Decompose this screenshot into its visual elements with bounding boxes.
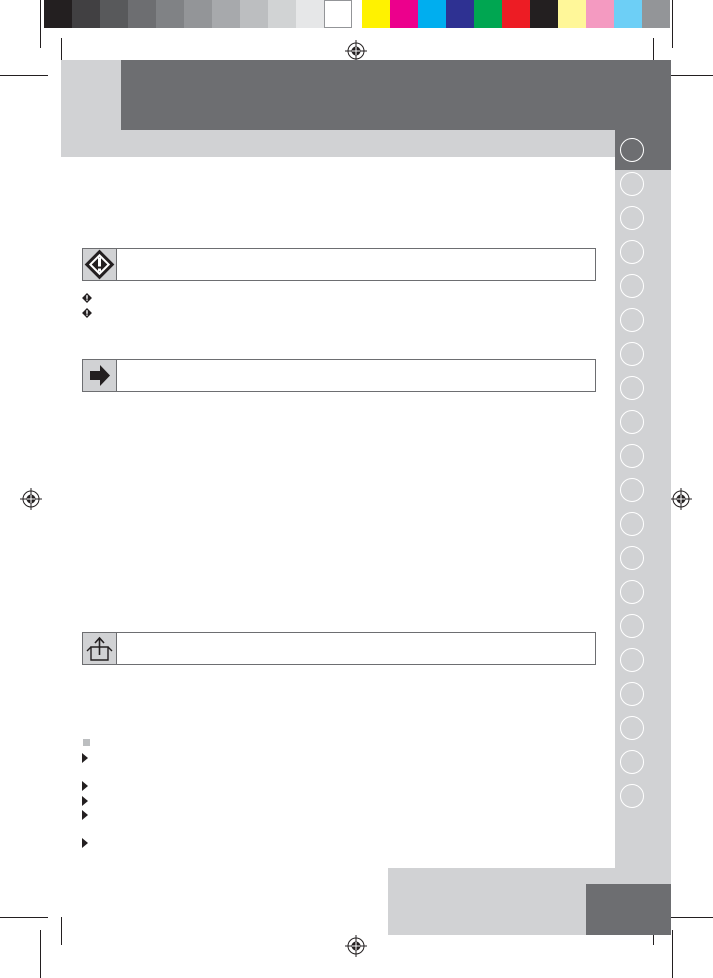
crop-mark [667,917,713,918]
language-tab[interactable] [620,784,644,808]
triangle-bullet-icon [82,753,88,763]
gray-swatch [128,0,156,28]
unpack-header [82,632,596,665]
square-bullet-icon [83,739,90,746]
color-swatch [362,0,390,28]
note-header [82,359,596,392]
crop-mark [672,0,673,48]
registration-mark-icon [20,488,42,510]
crop-mark [61,917,62,945]
language-tab[interactable] [620,580,644,604]
color-swatch [474,0,502,28]
crop-mark [672,930,673,978]
color-swatch [586,0,614,28]
color-swatch [446,0,474,28]
language-tab[interactable] [620,750,644,774]
color-swatch [530,0,558,28]
language-tab[interactable] [620,682,644,706]
gray-swatch [156,0,184,28]
warning-header [82,248,596,281]
registration-mark-icon [670,488,692,510]
language-tab-active[interactable] [620,138,644,162]
crop-mark [40,0,41,48]
registration-mark-icon [345,40,367,62]
crop-mark [0,75,48,76]
gray-swatch [296,0,324,28]
open-box-icon [83,633,117,664]
warning-bullet-icon [82,293,92,303]
crop-mark [667,75,713,76]
color-swatch [642,0,670,28]
color-swatch [558,0,586,28]
language-tab[interactable] [620,240,644,264]
language-tab[interactable] [620,308,644,332]
gray-swatch [184,0,212,28]
language-tab[interactable] [620,206,644,230]
gray-swatch [100,0,128,28]
language-tab[interactable] [620,376,644,400]
language-tab[interactable] [620,716,644,740]
registration-mark-icon [345,935,367,957]
triangle-bullet-icon [82,796,88,806]
gray-swatch [44,0,72,28]
warning-bullet-icon [82,308,92,318]
language-tab[interactable] [620,444,644,468]
crop-mark [40,930,41,978]
triangle-bullet-icon [82,781,88,791]
language-tab[interactable] [620,648,644,672]
color-swatch [390,0,418,28]
header-dark-band [121,60,671,130]
warning-diamond-icon [83,249,117,280]
crop-mark [0,917,48,918]
color-swatch [418,0,446,28]
triangle-bullet-icon [82,810,88,820]
gray-swatch [268,0,296,28]
arrow-right-icon [83,360,117,391]
color-swatch [614,0,642,28]
gray-swatch [212,0,240,28]
language-tab[interactable] [620,512,644,536]
triangle-bullet-icon [82,838,88,848]
footer-dark-block [586,884,671,935]
language-tab[interactable] [620,274,644,298]
gray-swatch [72,0,100,28]
language-tab[interactable] [620,614,644,638]
language-tab[interactable] [620,478,644,502]
gray-swatch [324,0,352,28]
gray-swatch [240,0,268,28]
color-swatch [502,0,530,28]
language-tab[interactable] [620,410,644,434]
language-tab[interactable] [620,342,644,366]
language-tab[interactable] [620,546,644,570]
language-tab[interactable] [620,172,644,196]
